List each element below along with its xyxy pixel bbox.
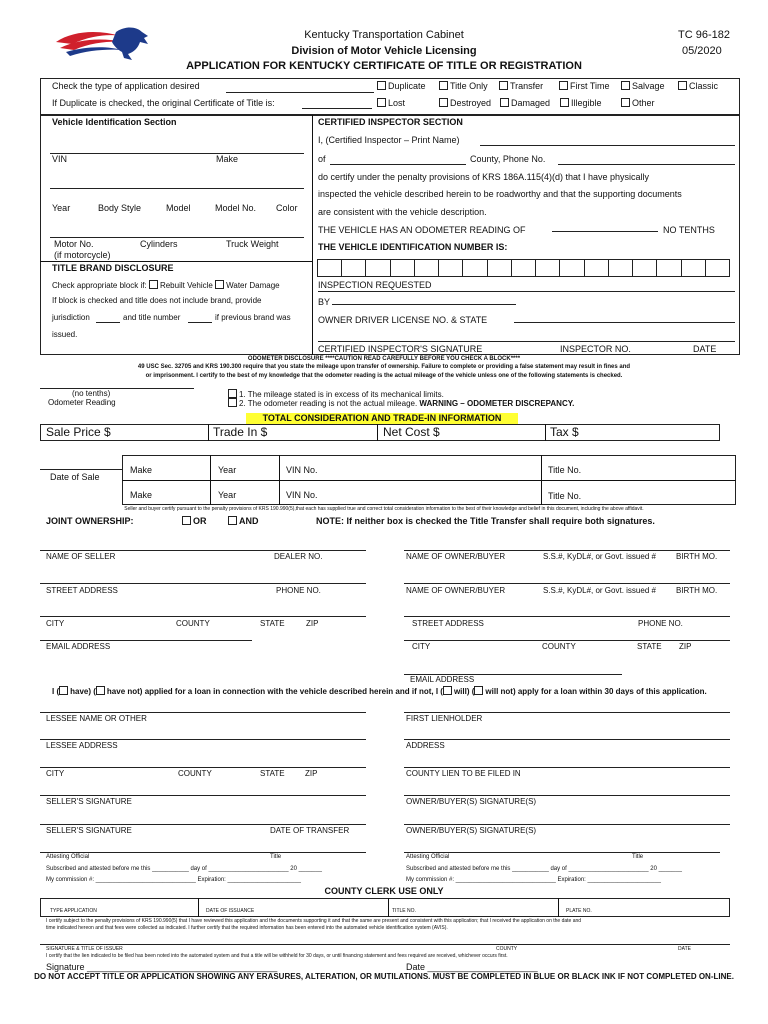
app-type-salvage[interactable]: Salvage <box>621 81 665 92</box>
loan-statement: I ( have) ( have not) applied for a loan in connection with the vehicle described herein and if not, I ( will) ( will not) apply for a loan within 30 days of this application. <box>52 687 707 696</box>
odometer-reading-label: Odometer Reading <box>48 398 116 407</box>
checkbox-icon[interactable] <box>377 98 386 107</box>
seller-phone: PHONE NO. <box>276 586 321 595</box>
tax[interactable]: Tax $ <box>550 425 579 439</box>
lessee-city: CITY <box>46 769 65 778</box>
checkbox-icon[interactable] <box>59 686 68 695</box>
clerk-county: COUNTY <box>496 946 518 952</box>
trade-title-1: Title No. <box>548 465 582 475</box>
color-label: Color <box>276 203 298 213</box>
sellers-signature-2: SELLER'S SIGNATURE <box>46 826 132 835</box>
odometer-line1: 49 USC Sec. 32705 and KRS 190.300 require that you state the mileage upon transfer of ownership. Failure to complete or providing a false statement may result in fines and <box>137 364 631 370</box>
inspector-no-tenths: NO TENTHS <box>663 225 715 235</box>
subscribed-seller: Subscribed and attested before me this ___________ day of ________________________ 20 _______ <box>46 866 322 872</box>
motor-no-label: Motor No. <box>54 239 94 249</box>
duplicate-prompt: If Duplicate is checked, the original Certificate of Title is: <box>52 98 275 108</box>
checkbox-icon[interactable] <box>377 81 386 90</box>
odometer-no-tenths: (no tenths) <box>72 389 111 398</box>
vehicle-section-title: Vehicle Identification Section <box>52 117 177 127</box>
owner-street: STREET ADDRESS <box>412 619 484 628</box>
clerk-plate-no: PLATE NO. <box>566 908 592 914</box>
seller-email: EMAIL ADDRESS <box>46 642 111 651</box>
owner-name-2: NAME OF OWNER/BUYER <box>406 586 506 595</box>
trade-year-2: Year <box>218 490 237 500</box>
dup-other[interactable]: Other <box>621 98 655 109</box>
attesting-official-buyer: Attesting Official <box>406 854 450 860</box>
odometer-line2: or imprisonment. I certify to the best of my knowledge that the odometer reading is the actual mileage of the vehicle unless one of the following statements is checked. <box>145 373 623 379</box>
lessee-county: COUNTY <box>178 769 212 778</box>
dup-destroyed[interactable]: Destroyed <box>439 98 491 109</box>
clerk-sig-title: SIGNATURE & TITLE OF ISSUER <box>46 946 123 952</box>
checkbox-icon[interactable] <box>500 98 509 107</box>
attesting-title-seller: Title <box>270 854 282 860</box>
seller-zip: ZIP <box>306 619 319 628</box>
brand-title: TITLE BRAND DISCLOSURE <box>52 263 174 273</box>
checkbox-icon[interactable] <box>499 81 508 90</box>
vin-digit-box[interactable] <box>390 259 415 277</box>
cylinders-label: Cylinders <box>140 239 178 249</box>
agency-name: Kentucky Transportation Cabinet <box>304 29 464 41</box>
lessee-zip: ZIP <box>305 769 318 778</box>
trade-title-2: Title No. <box>548 491 582 501</box>
form-date: 05/2020 <box>682 45 722 57</box>
checkbox-icon[interactable] <box>182 516 191 525</box>
form-number: TC 96-182 <box>678 29 730 41</box>
lessee-name: LESSEE NAME OR OTHER <box>46 714 147 723</box>
year-label: Year <box>52 203 71 213</box>
inspector-odometer: THE VEHICLE HAS AN ODOMETER READING OF <box>318 225 526 235</box>
trade-vin-2: VIN No. <box>286 490 318 500</box>
inspector-section-title: CERTIFIED INSPECTOR SECTION <box>318 117 463 127</box>
app-type-transfer[interactable]: Transfer <box>499 81 543 92</box>
county-lien: COUNTY LIEN TO BE FILED IN <box>406 769 521 778</box>
clerk-date: DATE <box>678 946 691 952</box>
attesting-title-buyer: Title <box>632 854 644 860</box>
county-clerk-title: COUNTY CLERK USE ONLY <box>324 886 444 896</box>
form-title: APPLICATION FOR KENTUCKY CERTIFICATE OF TITLE OR REGISTRATION <box>186 60 582 72</box>
model-label: Model <box>166 203 191 213</box>
seller-city: CITY <box>46 619 65 628</box>
dealer-no: DEALER NO. <box>274 552 323 561</box>
app-type-title-only[interactable]: Title Only <box>439 81 488 92</box>
lessee-state: STATE <box>260 769 285 778</box>
owner-phone: PHONE NO. <box>638 619 683 628</box>
division-name: Division of Motor Vehicle Licensing <box>291 45 477 57</box>
clerk-type-application: TYPE APPLICATION <box>50 908 97 914</box>
seller-county: COUNTY <box>176 619 210 628</box>
vin-digit-box[interactable] <box>632 259 657 277</box>
vin-digit-boxes[interactable] <box>317 259 730 277</box>
vin-digit-box[interactable] <box>559 259 584 277</box>
commission-buyer: My commission #: ______________________________ Expiration: ______________________ <box>406 877 661 883</box>
clerk-lien-note: I certify that the lien indicated to be filed has been noted into the automated system and that a title will be withheld for 30 days, or until financing statement and fees required are received, whichever occurs first. <box>46 953 508 959</box>
inspector-no: INSPECTOR NO. <box>560 344 631 354</box>
odometer-heading: ODOMETER DISCLOSURE ****CAUTION READ CAREFULLY BEFORE YOU CHECK A BLOCK**** <box>247 356 521 362</box>
vin-digit-box[interactable] <box>584 259 609 277</box>
joint-or[interactable]: OR <box>182 516 207 527</box>
subscribed-buyer: Subscribed and attested before me this ___________ day of ________________________ 20 _______ <box>406 866 682 872</box>
make-label: Make <box>216 154 239 164</box>
owner-state: STATE <box>637 642 662 651</box>
joint-note: NOTE: If neither box is checked the Title Transfer shall require both signatures. <box>316 516 655 526</box>
inspector-signature: CERTIFIED INSPECTOR'S SIGNATURE <box>318 344 483 354</box>
joint-and[interactable]: AND <box>228 516 259 527</box>
checkbox-icon[interactable] <box>228 516 237 525</box>
trade-year-1: Year <box>218 465 237 475</box>
trade-in[interactable]: Trade In $ <box>213 425 268 439</box>
vin-label: VIN <box>52 154 68 164</box>
odometer-stmt2[interactable]: 2. The odometer reading is not the actual mileage. WARNING – ODOMETER DISCREPANCY. <box>228 398 574 409</box>
brand-line1: Check appropriate block if: Rebuilt Vehicle Water Damage <box>52 281 280 290</box>
checkbox-icon[interactable] <box>439 98 448 107</box>
owner-driver-license: OWNER DRIVER LICENSE NO. & STATE <box>318 315 488 325</box>
owner-ss-2: S.S.#, KyDL#, or Govt. issued # <box>543 586 656 595</box>
consideration-row <box>40 424 720 441</box>
dup-damaged[interactable]: Damaged <box>500 98 550 109</box>
inspector-of: of <box>318 154 326 164</box>
commission-seller: My commission #: ______________________________ Expiration: ______________________ <box>46 877 301 883</box>
checkbox-icon[interactable] <box>228 389 237 398</box>
attesting-official-seller: Attesting Official <box>46 854 90 860</box>
checkbox-icon[interactable] <box>559 81 568 90</box>
clerk-warning: DO NOT ACCEPT TITLE OR APPLICATION SHOWING ANY ERASURES, ALTERATION, OR MUTILATIONS. MUST BE COMPLETED IN BLUE OR BLACK INK IF NOT COMPLETED ON-LINE. <box>34 972 734 981</box>
trade-make-2: Make <box>130 490 153 500</box>
owner-signature-2: OWNER/BUYER(S) SIGNATURE(S) <box>406 826 537 835</box>
checkbox-icon[interactable] <box>96 686 105 695</box>
vin-digit-box[interactable] <box>462 259 487 277</box>
vin-digit-box[interactable] <box>487 259 512 277</box>
clerk-date-field[interactable]: Date ______________________ <box>406 962 538 972</box>
body-style-label: Body Style <box>98 203 142 213</box>
first-lienholder: FIRST LIENHOLDER <box>406 714 483 723</box>
inspector-date: DATE <box>693 344 717 354</box>
vin-digit-box[interactable] <box>511 259 536 277</box>
vin-digit-box[interactable] <box>705 259 730 277</box>
clerk-grid <box>40 898 730 917</box>
consideration-affidavit: Seller and buyer certify pursuant to the penalty provisions of KRS 190.990(5),that each has supplied true and correct total consideration information to the best of their knowledge and belief in this document, including the above affidavit. <box>124 506 644 512</box>
inspection-requested: INSPECTION REQUESTED <box>318 280 432 290</box>
app-type-first-time[interactable]: First Time <box>559 81 610 92</box>
app-type-classic[interactable]: Classic <box>678 81 718 92</box>
brand-line3-c: if previous brand was <box>215 313 291 322</box>
sale-price[interactable]: Sale Price $ <box>46 425 111 439</box>
owner-zip: ZIP <box>679 642 692 651</box>
date-of-transfer: DATE OF TRANSFER <box>270 826 350 835</box>
inspector-certify-1: do certify under the penalty provisions of KRS 186A.115(4)(d) that I have physically <box>318 172 650 182</box>
truck-weight-label: Truck Weight <box>226 239 279 249</box>
checkbox-icon[interactable] <box>228 398 237 407</box>
checkbox-icon[interactable] <box>621 81 630 90</box>
vin-digit-box[interactable] <box>535 259 560 277</box>
brand-line4: issued. <box>52 330 78 339</box>
vin-digit-box[interactable] <box>414 259 439 277</box>
inspector-certify-3: are consistent with the vehicle description. <box>318 207 487 217</box>
dup-lost[interactable]: Lost <box>377 98 405 109</box>
date-of-sale: Date of Sale <box>50 472 100 482</box>
consideration-title: TOTAL CONSIDERATION AND TRADE-IN INFORMATION <box>246 413 518 424</box>
brand-line2: If block is checked and title does not include brand, provide <box>52 296 262 305</box>
vin-digit-box[interactable] <box>317 259 342 277</box>
app-type-prompt: Check the type of application desired <box>52 81 200 91</box>
checkbox-icon[interactable] <box>474 686 483 695</box>
inspection-by: BY <box>318 297 331 307</box>
name-of-owner: NAME OF OWNER/BUYER <box>406 552 506 561</box>
seller-state: STATE <box>260 619 285 628</box>
name-of-seller: NAME OF SELLER <box>46 552 116 561</box>
brand-line3-b: and title number <box>123 313 181 322</box>
owner-ss: S.S.#, KyDL#, or Govt. issued # <box>543 552 656 561</box>
net-cost[interactable]: Net Cost $ <box>383 425 440 439</box>
dup-illegible[interactable]: Illegible <box>560 98 602 109</box>
clerk-cert-1: I certify subject to the penalty provisions of KRS 190.990(5) that I have reviewed this application and the documents supporting it and that the same are present and consistent with this application; that I received the application on the date and <box>46 918 582 924</box>
vin-digit-box[interactable] <box>341 259 366 277</box>
checkbox-icon[interactable] <box>439 81 448 90</box>
lessee-address: LESSEE ADDRESS <box>46 741 118 750</box>
owner-county: COUNTY <box>542 642 576 651</box>
checkbox-icon[interactable] <box>560 98 569 107</box>
checkbox-icon[interactable] <box>149 280 158 289</box>
vin-digit-box[interactable] <box>681 259 706 277</box>
checkbox-icon[interactable] <box>621 98 630 107</box>
clerk-signature[interactable]: Signature ______________________________________ <box>46 962 278 972</box>
seller-street: STREET ADDRESS <box>46 586 118 595</box>
trade-vin-1: VIN No. <box>286 465 318 475</box>
inspector-print-name: I, (Certified Inspector – Print Name) <box>318 135 460 145</box>
inspector-vin-is: THE VEHICLE IDENTIFICATION NUMBER IS: <box>318 242 508 252</box>
brand-line3-a: jurisdiction <box>52 313 90 322</box>
clerk-title-no: TITLE NO. <box>392 908 416 914</box>
checkbox-icon[interactable] <box>678 81 687 90</box>
clerk-date-issuance: DATE OF ISSUANCE <box>206 908 255 914</box>
vin-digit-box[interactable] <box>608 259 633 277</box>
owner-city: CITY <box>412 642 431 651</box>
sellers-signature-1: SELLER'S SIGNATURE <box>46 797 132 806</box>
if-motorcycle-label: (if motorcycle) <box>54 250 111 260</box>
checkbox-icon[interactable] <box>215 280 224 289</box>
owner-birth-mo-2: BIRTH MO. <box>676 586 718 595</box>
inspector-certify-2: inspected the vehicle described herein to be roadworthy and that the supporting documents <box>318 189 682 199</box>
vin-digit-box[interactable] <box>656 259 681 277</box>
owner-signature-1: OWNER/BUYER(S) SIGNATURE(S) <box>406 797 537 806</box>
lien-address: ADDRESS <box>406 741 445 750</box>
model-no-label: Model No. <box>215 203 257 213</box>
joint-ownership-label: JOINT OWNERSHIP: <box>46 516 134 526</box>
trade-make-1: Make <box>130 465 153 475</box>
inspector-county-phone: County, Phone No. <box>470 154 546 164</box>
odometer-stmt1[interactable]: 1. The mileage stated is in excess of its mechanical limits. <box>228 389 444 400</box>
owner-birth-mo: BIRTH MO. <box>676 552 718 561</box>
vin-digit-box[interactable] <box>438 259 463 277</box>
vin-digit-box[interactable] <box>365 259 390 277</box>
owner-email: EMAIL ADDRESS <box>410 675 475 684</box>
app-type-duplicate[interactable]: Duplicate <box>377 81 426 92</box>
checkbox-icon[interactable] <box>443 686 452 695</box>
clerk-cert-2: time indicated hereon and that fees were collected as indicated. I further certify that the required information has been entered into the automated vehicle identification system (AVIS). <box>46 925 448 931</box>
